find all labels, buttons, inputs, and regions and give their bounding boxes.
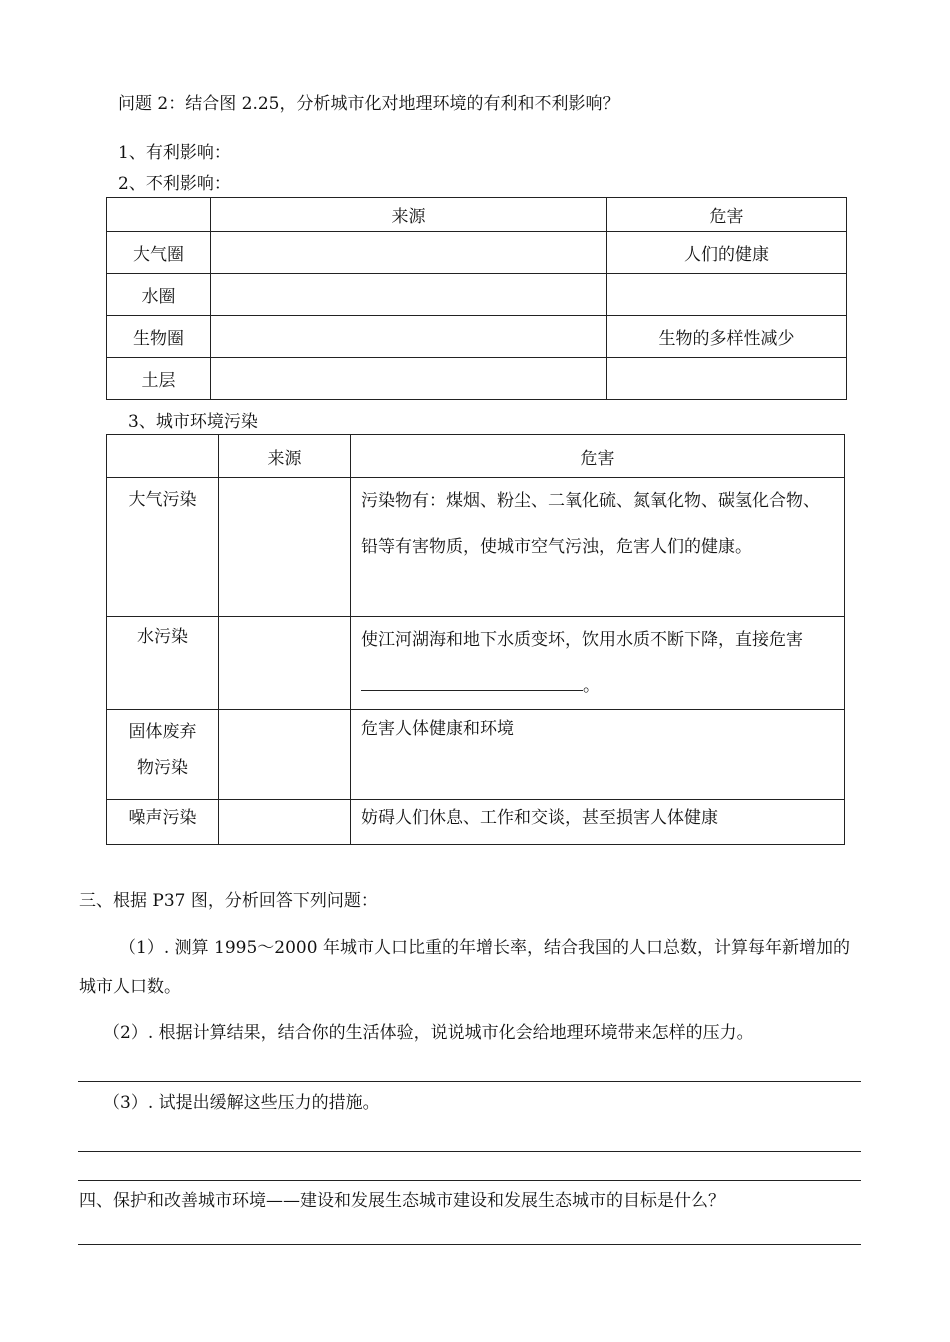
pollution-type: 大气污染 (128, 490, 197, 510)
table-row (107, 800, 845, 845)
harm-cell: 人们的健康 (607, 232, 847, 274)
harm-text: 危害人体健康和环境 (361, 719, 514, 739)
pollution-type: 噪声污染 (128, 808, 197, 828)
urban-pollution-label: 3、城市环境污染 (128, 412, 258, 432)
table-header-row (107, 435, 845, 478)
sphere-cell: 大气圈 (107, 232, 211, 274)
section-3-question-2: （2）. 根据计算结果，结合你的生活体验，说说城市化会给地理环境带来怎样的压力。 (103, 1023, 754, 1043)
table-header-cell (107, 435, 219, 478)
table-row (107, 316, 847, 358)
sphere-cell: 生物圈 (107, 316, 211, 358)
harm-text: 污染物有：煤烟、粉尘、二氧化硫、氮氧化物、碳氢化合物、铅等有害物质，使城市空气污浊，危害人们的健康。 (361, 491, 820, 557)
source-input-cell[interactable] (211, 274, 607, 316)
section-3-question-1: （1）. 测算 1995～2000 年城市人口比重的年增长率，结合我国的人口总数，计算每年新增加的城市人口数。 (79, 938, 850, 997)
fill-in-blank[interactable] (361, 670, 583, 691)
table-row (107, 232, 847, 274)
source-input-cell[interactable] (219, 710, 351, 800)
source-input-cell[interactable] (211, 232, 607, 274)
source-input-cell[interactable] (219, 478, 351, 617)
table-row (107, 358, 847, 400)
table-row (107, 478, 845, 617)
impact-table (106, 197, 847, 400)
table-header-row (107, 198, 847, 232)
harm-text (351, 617, 844, 709)
harm-cell: 生物的多样性减少 (607, 316, 847, 358)
harm-input-cell[interactable] (607, 274, 847, 316)
pollution-table (106, 434, 845, 845)
answer-line[interactable] (78, 1180, 861, 1181)
answer-line[interactable] (78, 1151, 861, 1152)
harm-input-cell[interactable] (607, 358, 847, 400)
table-row (107, 617, 845, 710)
source-input-cell[interactable] (211, 316, 607, 358)
source-input-cell[interactable] (211, 358, 607, 400)
table-row (107, 274, 847, 316)
pollution-type: 固体废弃物污染 (128, 722, 197, 778)
section-3-question-3: （3）. 试提出缓解这些压力的措施。 (103, 1093, 380, 1113)
harm-text-start: 使江河湖海和地下水质变坏，饮用水质不断下降，直接危害 (361, 630, 803, 650)
harm-text: 妨碍人们休息、工作和交谈，甚至损害人体健康 (361, 808, 718, 828)
table-row (107, 710, 845, 800)
pollution-type: 水污染 (137, 627, 188, 647)
answer-line[interactable] (78, 1081, 861, 1082)
source-input-cell[interactable] (219, 617, 351, 710)
favorable-impact-label: 1、有利影响： (118, 143, 231, 163)
source-input-cell[interactable] (219, 800, 351, 845)
answer-line[interactable] (78, 1244, 861, 1245)
sphere-cell: 土层 (107, 358, 211, 400)
table-header-cell: 来源 (219, 435, 351, 478)
section-4-title: 四、保护和改善城市环境——建设和发展生态城市建设和发展生态城市的目标是什么？ (79, 1191, 725, 1211)
table-header-cell: 危害 (351, 435, 845, 478)
sphere-cell: 水圈 (107, 274, 211, 316)
table-header-cell (107, 198, 211, 232)
unfavorable-impact-label: 2、不利影响： (118, 174, 231, 194)
table-header-cell: 来源 (211, 198, 607, 232)
section-3-title: 三、根据 P37 图，分析回答下列问题： (79, 891, 378, 911)
table-header-cell: 危害 (607, 198, 847, 232)
harm-text-end: 。 (583, 676, 600, 696)
question-2: 问题 2：结合图 2.25，分析城市化对地理环境的有利和不利影响？ (118, 94, 620, 114)
